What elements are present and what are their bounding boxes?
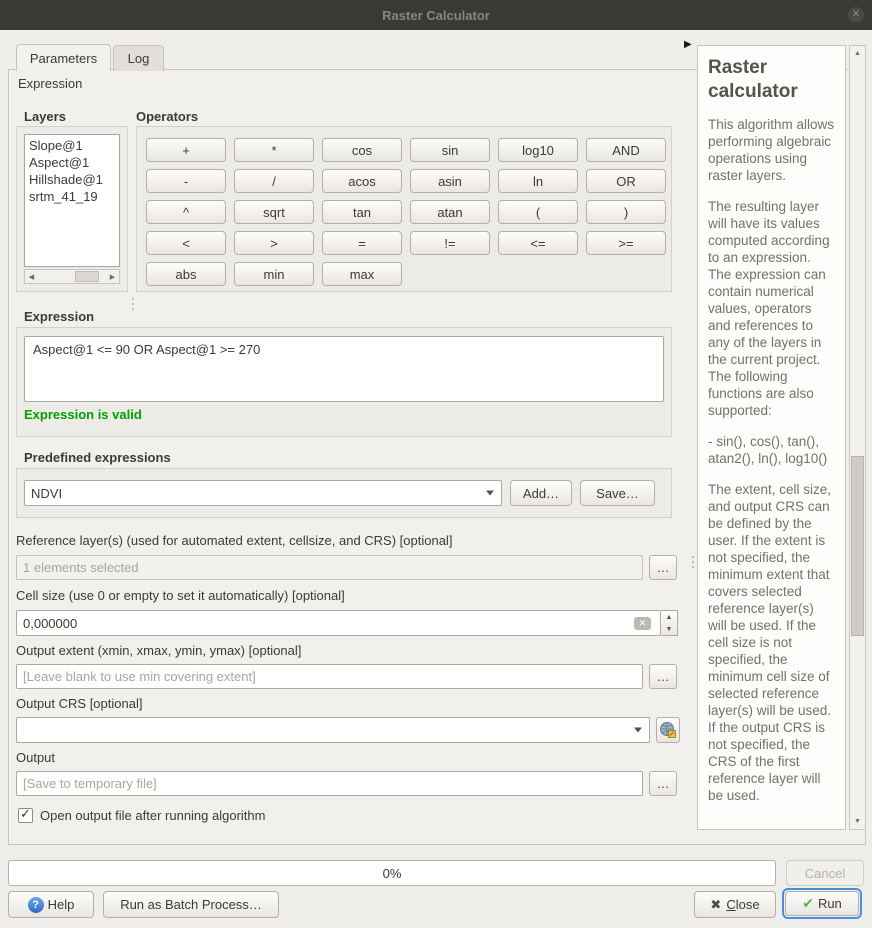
output-crs-select[interactable] bbox=[16, 717, 650, 743]
expression-valid-status: Expression is valid bbox=[24, 407, 142, 422]
add-button-label: Add… bbox=[522, 485, 560, 501]
open-output-checkbox[interactable] bbox=[18, 808, 33, 823]
output-extent-field[interactable] bbox=[16, 664, 643, 689]
operator-button[interactable]: ln bbox=[498, 169, 578, 193]
title-bar[interactable] bbox=[0, 0, 872, 30]
vscroll-thumb[interactable] bbox=[851, 456, 864, 636]
operator-button[interactable]: acos bbox=[322, 169, 402, 193]
cell-size-field[interactable] bbox=[16, 610, 661, 636]
hscroll-track[interactable] bbox=[38, 270, 106, 283]
operator-button[interactable]: < bbox=[146, 231, 226, 255]
predefined-expressions-label: Predefined expressions bbox=[24, 450, 171, 465]
reference-layers-label: Reference layer(s) (used for automated extent, cellsize, and CRS) [optional] bbox=[16, 533, 453, 548]
save-expression-button[interactable] bbox=[580, 480, 655, 506]
predefined-selected-value: NDVI bbox=[31, 485, 63, 501]
tab-parameters-label: Parameters bbox=[29, 50, 98, 66]
checkmark-icon: ✓ bbox=[20, 806, 31, 821]
operator-button[interactable]: OR bbox=[586, 169, 666, 193]
spin-up-icon[interactable]: ▲ bbox=[665, 613, 673, 621]
operator-button[interactable]: ) bbox=[586, 200, 666, 224]
close-button[interactable] bbox=[694, 891, 776, 918]
operator-button[interactable]: max bbox=[322, 262, 402, 286]
window-close-icon[interactable]: ✕ bbox=[848, 7, 864, 23]
help-question-icon: ? bbox=[28, 897, 44, 913]
ellipsis-label: … bbox=[656, 669, 670, 684]
progress-bar bbox=[8, 860, 776, 886]
operators-label: Operators bbox=[136, 109, 199, 124]
cancel-button[interactable] bbox=[786, 860, 864, 886]
chevron-down-icon bbox=[486, 491, 494, 496]
predefined-expression-select[interactable] bbox=[24, 480, 502, 506]
reference-browse-button[interactable] bbox=[649, 555, 677, 580]
expression-textarea[interactable] bbox=[24, 336, 664, 402]
run-as-batch-button[interactable] bbox=[103, 891, 279, 918]
operator-button[interactable]: != bbox=[410, 231, 490, 255]
expression-group-label: Expression bbox=[18, 76, 83, 91]
batch-button-label: Run as Batch Process… bbox=[120, 897, 262, 912]
ellipsis-label: … bbox=[656, 776, 670, 791]
scroll-left-icon[interactable]: ◀ bbox=[28, 273, 35, 281]
save-button-label: Save… bbox=[596, 485, 639, 501]
help-button[interactable] bbox=[8, 891, 94, 918]
operator-button[interactable]: > bbox=[234, 231, 314, 255]
scroll-down-icon[interactable]: ▼ bbox=[854, 818, 861, 825]
tab-log[interactable] bbox=[113, 45, 164, 71]
tab-parameters[interactable] bbox=[16, 44, 111, 71]
help-vscrollbar[interactable] bbox=[849, 45, 866, 830]
layers-label: Layers bbox=[24, 109, 66, 124]
help-panel bbox=[697, 45, 846, 830]
operator-button[interactable]: sqrt bbox=[234, 200, 314, 224]
operator-button[interactable]: atan bbox=[410, 200, 490, 224]
help-splitter-handle[interactable] bbox=[691, 556, 694, 568]
operator-button[interactable]: asin bbox=[410, 169, 490, 193]
close-x-icon: ✖ bbox=[710, 896, 722, 912]
help-paragraph: The extent, cell size, and output CRS can be defined by the user. If the extent is not specified, the minimum extent that covers selected reference layer(s) will be used. If the cell size is not specified, the minimum cell size of selected reference layer(s) will be used. If the output CRS is not specified, the CRS of the first reference layer will be used. bbox=[708, 481, 832, 803]
layer-list-item[interactable]: Aspect@1 bbox=[29, 155, 90, 170]
operator-button[interactable]: sin bbox=[410, 138, 490, 162]
reference-layers-field[interactable] bbox=[16, 555, 643, 580]
operator-button[interactable]: AND bbox=[586, 138, 666, 162]
output-browse-button[interactable] bbox=[649, 771, 677, 796]
ellipsis-label: … bbox=[656, 560, 670, 575]
clear-field-icon[interactable]: ✕ bbox=[634, 617, 651, 630]
layer-list-item[interactable]: Hillshade@1 bbox=[29, 172, 103, 187]
help-paragraph: The resulting layer will have its values computed according to an expression. The expression can contain numerical values, operators and references to any of the layers in the current project. The following functions are also supported: bbox=[708, 198, 830, 418]
run-button-label: Run bbox=[817, 896, 842, 911]
extent-browse-button[interactable] bbox=[649, 664, 677, 689]
help-title: Raster calculator bbox=[708, 57, 798, 102]
layers-list[interactable] bbox=[24, 134, 120, 267]
progress-text: 0% bbox=[382, 865, 402, 881]
scroll-right-icon[interactable]: ▶ bbox=[109, 273, 116, 281]
operator-button[interactable]: - bbox=[146, 169, 226, 193]
operator-button[interactable]: ( bbox=[498, 200, 578, 224]
operator-button[interactable]: abs bbox=[146, 262, 226, 286]
layers-hscrollbar[interactable] bbox=[24, 269, 120, 284]
run-button[interactable] bbox=[785, 891, 859, 916]
cancel-button-label: Cancel bbox=[804, 865, 846, 881]
help-paragraph: - sin(), cos(), tan(), atan2(), ln(), log10() bbox=[708, 433, 828, 466]
operator-button[interactable]: * bbox=[234, 138, 314, 162]
run-check-icon: ✔ bbox=[802, 895, 814, 911]
tab-log-label: Log bbox=[127, 51, 150, 66]
operator-button[interactable]: min bbox=[234, 262, 314, 286]
crs-picker-button[interactable] bbox=[656, 717, 680, 743]
globe-crs-icon bbox=[659, 721, 677, 739]
operator-button[interactable]: ^ bbox=[146, 200, 226, 224]
add-expression-button[interactable] bbox=[510, 480, 572, 506]
collapse-panel-icon[interactable]: ▶ bbox=[684, 39, 692, 50]
window-title: Raster Calculator bbox=[382, 7, 490, 23]
operator-button[interactable]: log10 bbox=[498, 138, 578, 162]
cell-size-label: Cell size (use 0 or empty to set it automatically) [optional] bbox=[16, 588, 345, 603]
operator-button[interactable]: cos bbox=[322, 138, 402, 162]
help-button-label: Help bbox=[47, 897, 75, 912]
spin-down-icon[interactable]: ▼ bbox=[665, 625, 673, 633]
run-button-focus-ring bbox=[782, 888, 862, 919]
help-paragraph: This algorithm allows performing algebraic operations using raster layers. bbox=[708, 116, 835, 183]
help-body bbox=[708, 116, 835, 804]
cell-size-stepper[interactable] bbox=[661, 610, 678, 636]
hscroll-thumb[interactable] bbox=[75, 271, 99, 282]
layer-list-item[interactable]: Slope@1 bbox=[29, 138, 83, 153]
open-output-checkbox-label: Open output file after running algorithm bbox=[40, 808, 266, 823]
operator-button[interactable]: tan bbox=[322, 200, 402, 224]
operator-button[interactable]: = bbox=[322, 231, 402, 255]
close-button-label: Close bbox=[726, 897, 760, 912]
output-extent-label: Output extent (xmin, xmax, ymin, ymax) [optional] bbox=[16, 643, 302, 658]
operator-button[interactable]: >= bbox=[586, 231, 666, 255]
operators-grid bbox=[146, 138, 666, 286]
layers-splitter-handle[interactable] bbox=[131, 298, 134, 310]
operator-button[interactable]: + bbox=[146, 138, 226, 162]
scroll-up-icon[interactable]: ▲ bbox=[854, 50, 861, 57]
operator-button[interactable]: <= bbox=[498, 231, 578, 255]
output-label: Output bbox=[16, 750, 56, 765]
layer-list-item[interactable]: srtm_41_19 bbox=[29, 189, 98, 204]
chevron-down-icon bbox=[634, 728, 642, 733]
output-file-field[interactable] bbox=[16, 771, 643, 796]
expression-label: Expression bbox=[24, 309, 95, 324]
output-crs-label: Output CRS [optional] bbox=[16, 696, 143, 711]
operator-button[interactable]: / bbox=[234, 169, 314, 193]
